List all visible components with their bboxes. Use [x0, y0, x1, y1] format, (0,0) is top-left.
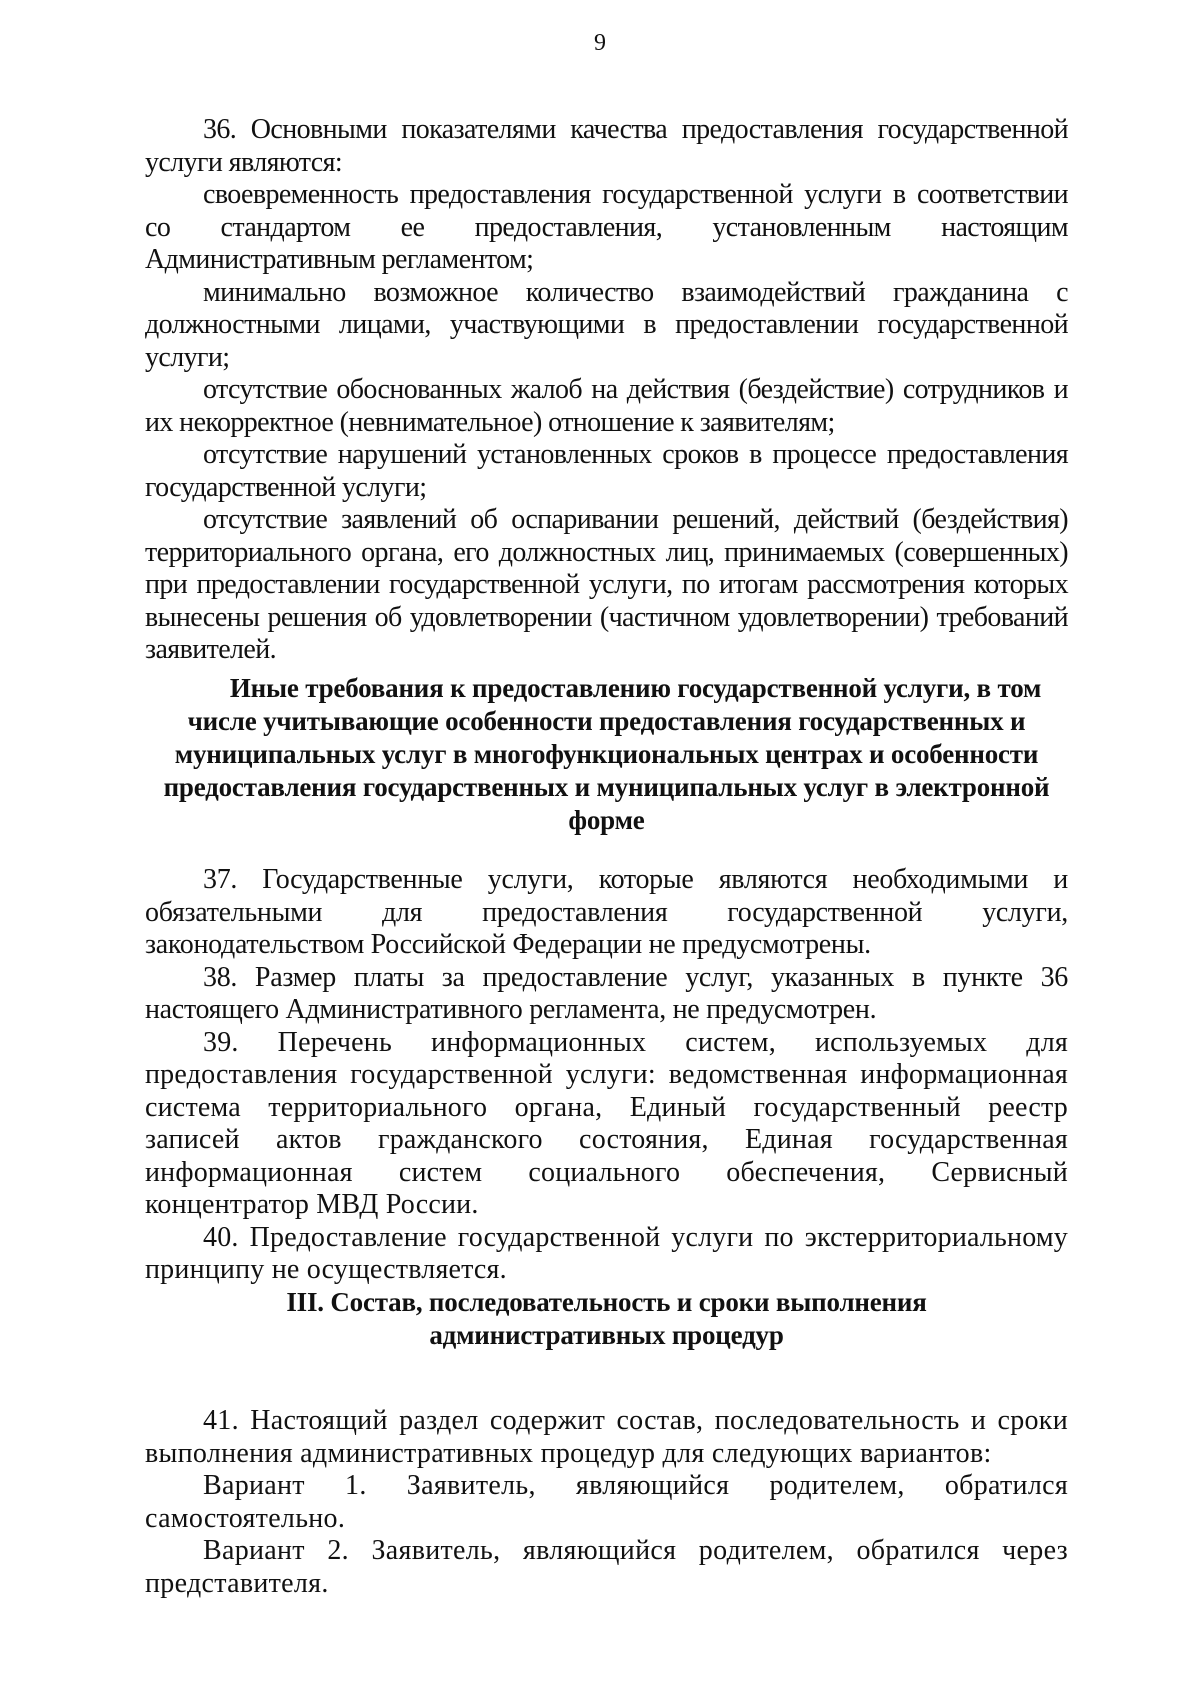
heading-line: форме	[568, 805, 645, 835]
paragraph-36: 36. Основными показателями качества предоставления государственной услуги являются:	[145, 114, 1068, 178]
indicator-min-interactions: минимально возможное количество взаимодействий гражданина с должностными лицами, участвующими в предоставлении государственной услуги;	[145, 276, 1068, 373]
heading-line: III. Состав, последовательность и сроки выполнения	[286, 1287, 927, 1317]
indicator-no-appeals: отсутствие заявлений об оспаривании решений, действий (бездействия) территориального органа, его должностных лиц, принимаемых (совершенных) при предоставлении государственной услуги, по итогам рассмотрения которых вынесены решения об удовлетворении (частичном удовлетворении) требований заявителей.	[145, 504, 1068, 665]
heading-line: числе учитывающие особенности предоставления государственных и	[187, 706, 1026, 736]
section-heading-other-requirements	[145, 672, 1068, 837]
quality-indicators-section	[145, 114, 1068, 667]
other-requirements-section	[145, 864, 1068, 1287]
paragraph-38: 38. Размер платы за предоставление услуг, указанных в пункте 36 настоящего Административного регламента, не предусмотрен.	[145, 961, 1068, 1025]
paragraph-39: 39. Перечень информационных систем, используемых для предоставления государственной услуги: ведомственная информационная система территориального органа, Единый государственный реестр записей актов гражданского состояния, Единая государственная информационная систем социального обеспечения, Сервисный концентратор МВД России.	[145, 1026, 1068, 1220]
paragraph-40: 40. Предоставление государственной услуги по экстерриториальному принципу не осуществляется.	[145, 1221, 1068, 1285]
paragraph-37: 37. Государственные услуги, которые являются необходимыми и обязательными для предоставления государственной услуги, законодательством Российской Федерации не предусмотрены.	[145, 864, 1068, 960]
indicator-timeliness: своевременность предоставления государственной услуги в соответствии со стандартом ее предоставления, установленным настоящим Административным регламентом;	[145, 179, 1068, 275]
heading-line: Иные требования к предоставлению государственной услуги, в том	[229, 673, 1042, 703]
heading-line: административных процедур	[429, 1320, 784, 1350]
paragraph-41: 41. Настоящий раздел содержит состав, последовательность и сроки выполнения административных процедур для следующих вариантов:	[145, 1405, 1068, 1469]
variant-1: Вариант 1. Заявитель, являющийся родителем, обратился самостоятельно.	[145, 1470, 1068, 1534]
procedures-section	[145, 1405, 1068, 1600]
page-number: 9	[594, 30, 606, 56]
variant-2: Вариант 2. Заявитель, являющийся родителем, обратился через представителя.	[145, 1535, 1068, 1599]
indicator-no-deadline-violations: отсутствие нарушений установленных сроков в процессе предоставления государственной услуги;	[145, 439, 1068, 503]
section-heading-procedures	[145, 1286, 1068, 1352]
indicator-no-complaints: отсутствие обоснованных жалоб на действия (бездействие) сотрудников и их некорректное (невнимательное) отношение к заявителям;	[145, 374, 1068, 438]
heading-line: муниципальных услуг в многофункциональных центрах и особенности	[174, 739, 1039, 769]
heading-line: предоставления государственных и муниципальных услуг в электронной	[163, 772, 1050, 802]
